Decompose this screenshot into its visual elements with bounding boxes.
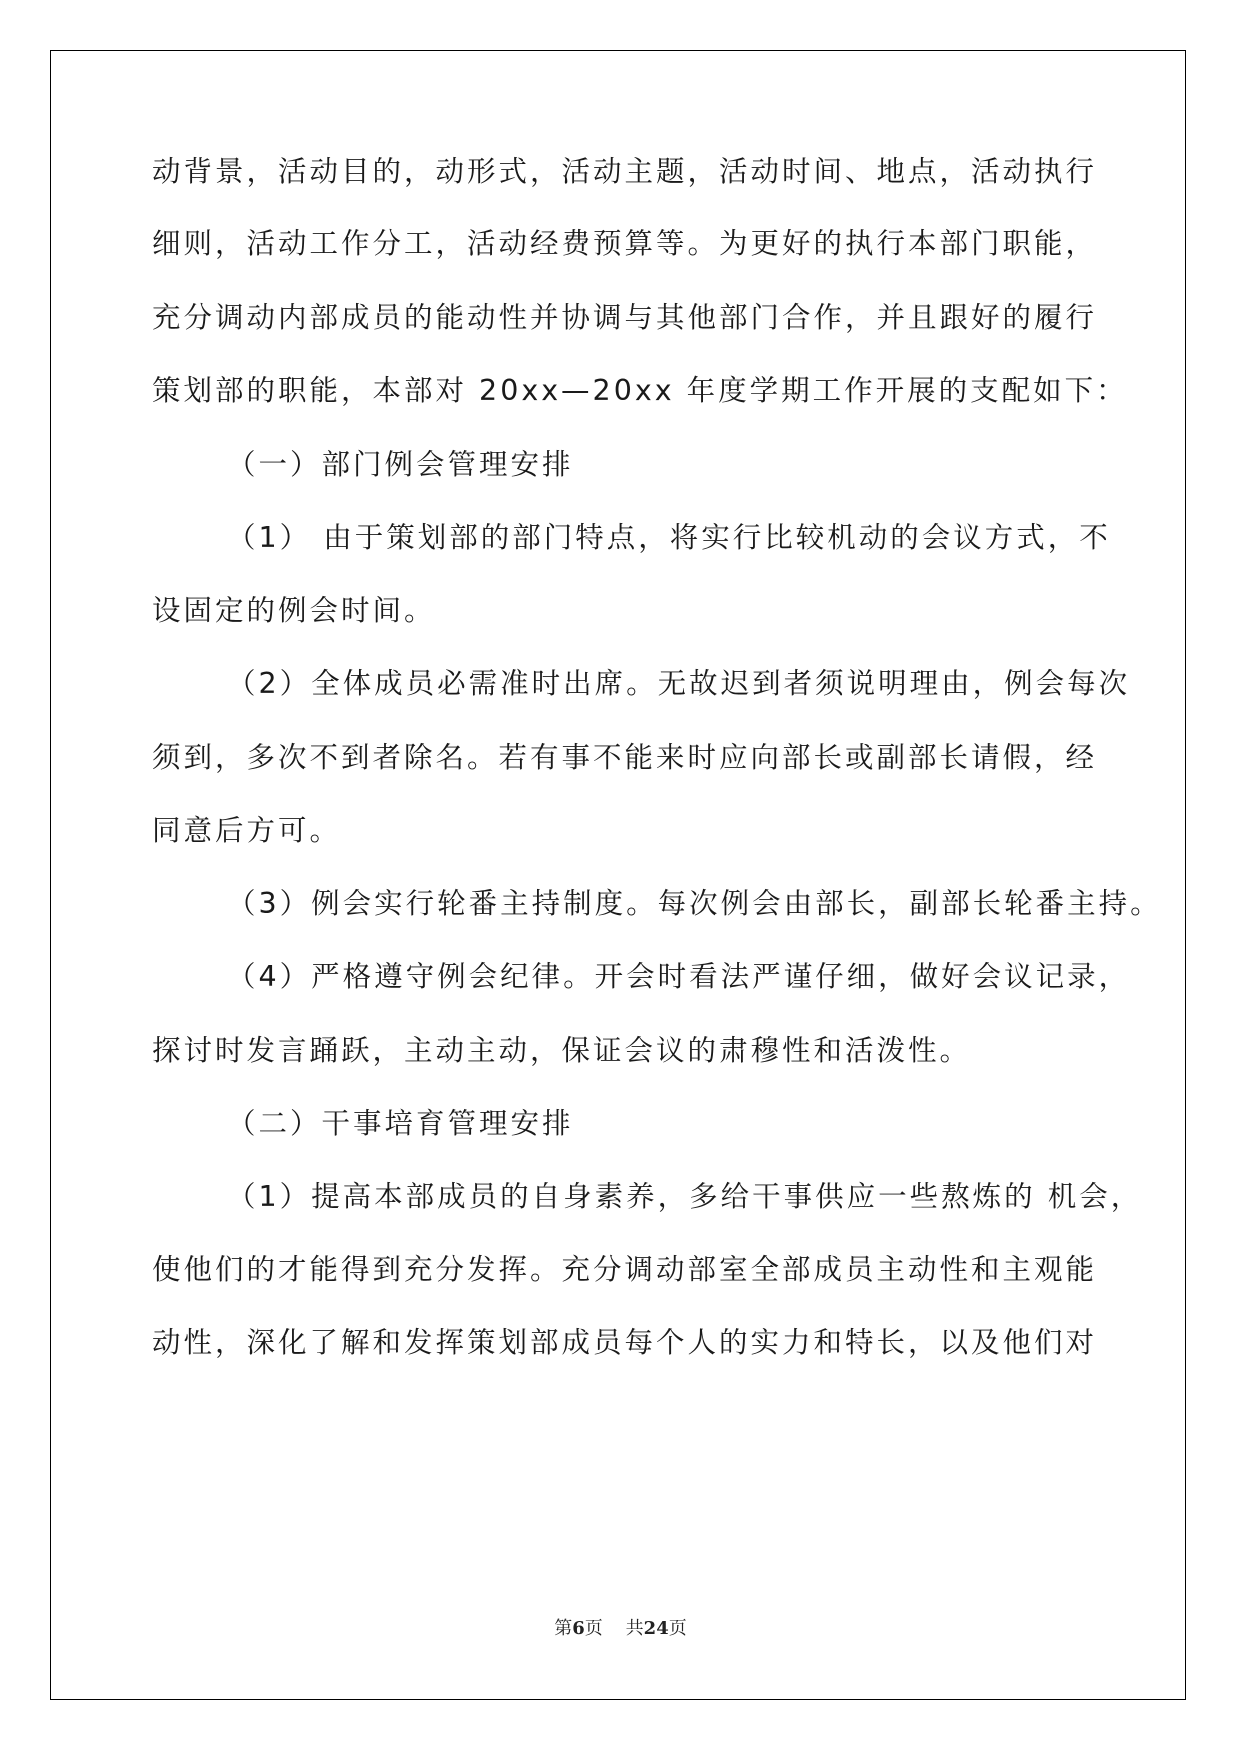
text-line: 同意后方可。	[152, 814, 342, 847]
text-line: （2）全体成员必需准时出席。无故迟到者须说明理由，例会每次	[227, 667, 1131, 700]
text-line: 须到，多次不到者除名。若有事不能来时应向部长或副部长请假，经	[152, 741, 1098, 774]
total-pages-number: 24	[643, 1618, 669, 1639]
text-line: 策划部的职能，本部对 20xx—20xx 年度学期工作开展的支配如下：	[152, 374, 1128, 407]
footer-prefix: 第	[554, 1618, 573, 1639]
text-line: 动性，深化了解和发挥策划部成员每个人的实力和特长，以及他们对	[152, 1326, 1098, 1359]
page-footer	[0, 1614, 1241, 1640]
text-line: 探讨时发言踊跃，主动主动，保证会议的肃穆性和活泼性。	[152, 1034, 972, 1067]
current-page-number: 6	[572, 1618, 585, 1639]
footer-total-suffix: 页	[668, 1618, 687, 1639]
footer-page-suffix: 页	[584, 1618, 603, 1639]
text-line: （4）严格遵守例会纪律。开会时看法严谨仔细，做好会议记录，	[227, 960, 1131, 993]
text-line: 设固定的例会时间。	[152, 594, 436, 627]
text-line: （1）提高本部成员的自身素养，多给干事供应一些熬炼的 机会，	[227, 1180, 1143, 1213]
text-line: 细则，活动工作分工，活动经费预算等。为更好的执行本部门职能，	[152, 227, 1098, 260]
section-heading: （二）干事培育管理安排	[227, 1107, 574, 1140]
text-line: 使他们的才能得到充分发挥。充分调动部室全部成员主动性和主观能	[152, 1253, 1098, 1286]
text-line: （3）例会实行轮番主持制度。每次例会由部长，副部长轮番主持。	[227, 887, 1162, 920]
text-line: 动背景，活动目的，动形式，活动主题，活动时间、地点，活动执行	[152, 155, 1098, 188]
section-heading: （一）部门例会管理安排	[227, 448, 574, 481]
text-line: （1） 由于策划部的部门特点，将实行比较机动的会议方式，不	[227, 521, 1111, 554]
footer-total-prefix: 共	[625, 1618, 644, 1639]
text-line: 充分调动内部成员的能动性并协调与其他部门合作，并且跟好的履行	[152, 301, 1098, 334]
